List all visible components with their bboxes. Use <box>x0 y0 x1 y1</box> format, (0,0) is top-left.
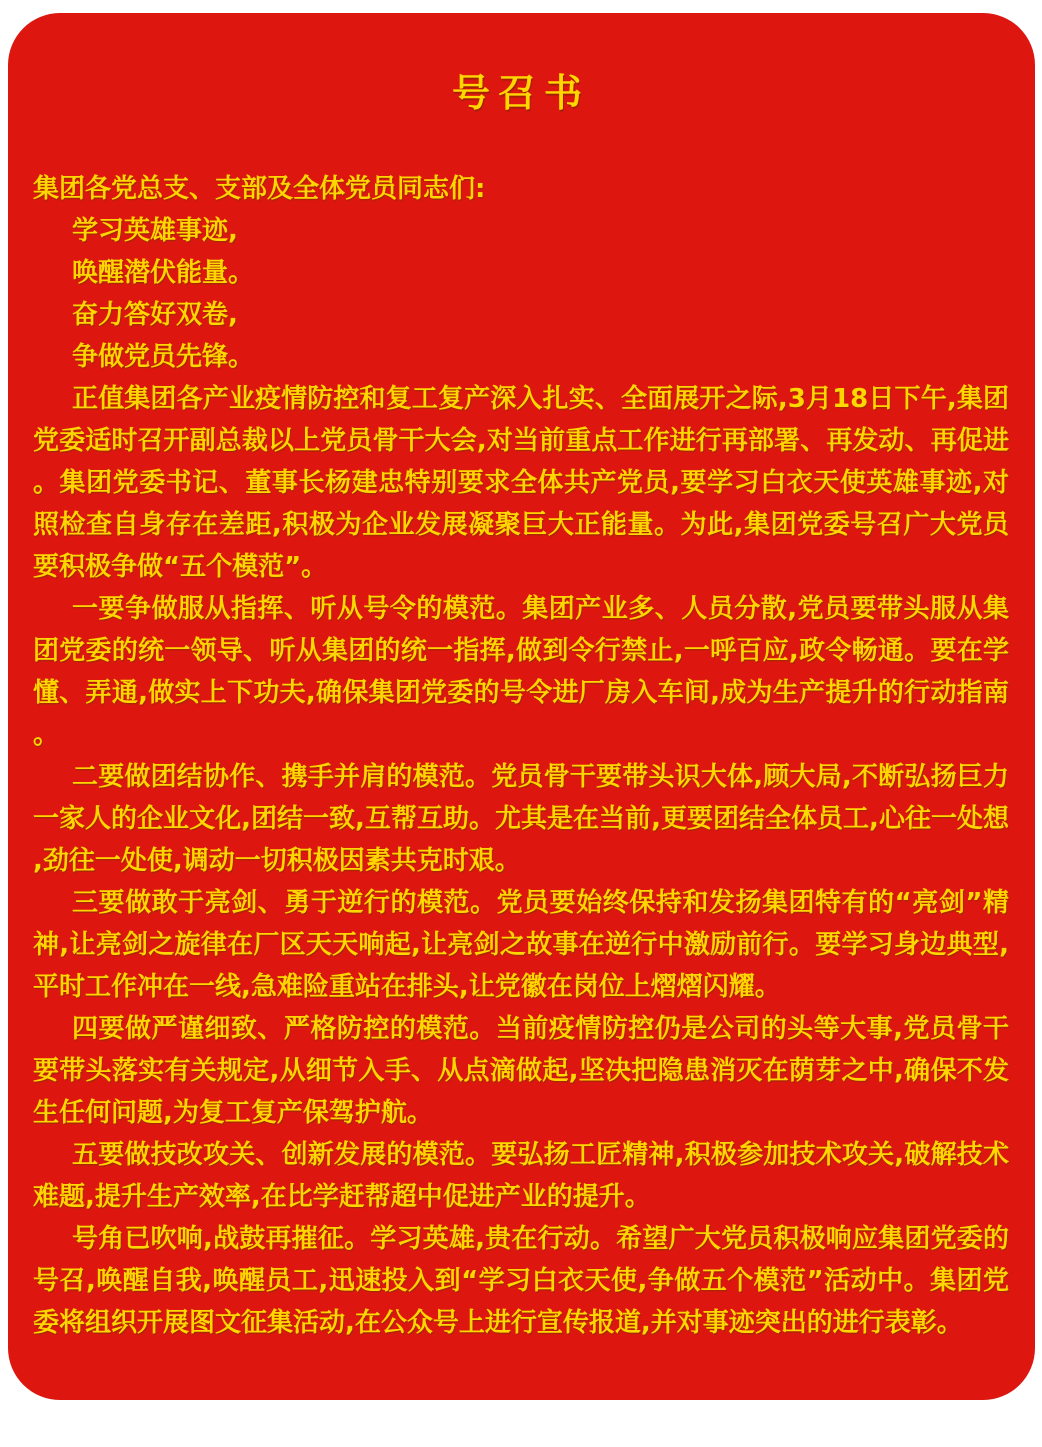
salutation-line: 集团各党总支、支部及全体党员同志们: <box>33 174 486 204</box>
red-notice-panel <box>8 13 1035 1400</box>
paragraph-model-1: 一要争做服从指挥、听从号令的模范。集团产业多、人员分散,党员要带头服从集团党委的统一领导、听从集团的统一指挥,做到令行禁止,一呼百应,政令畅通。要在学懂、弄通,做实上下功夫,确保集团党委的号令进厂房入车间,成为生产提升的行动指南。 <box>33 594 1009 750</box>
paragraph-model-3: 三要做敢于亮剑、勇于逆行的模范。党员要始终保持和发扬集团特有的“亮剑”精神,让亮剑之旋律在厂区天天响起,让亮剑之故事在逆行中激励前行。要学习身边典型,平时工作冲在一线,急难险重站在排头,让党徽在岗位上熠熠闪耀。 <box>33 888 1009 1002</box>
paragraph-intro: 正值集团各产业疫情防控和复工复产深入扎实、全面展开之际,3月18日下午,集团党委适时召开副总裁以上党员骨干大会,对当前重点工作进行再部署、再发动、再促进。集团党委书记、董事长杨建忠特别要求全体共产党员,要学习白衣天使英雄事迹,对照检查自身存在差距,积极为企业发展凝聚巨大正能量。为此,集团党委号召广大党员要积极争做“五个模范”。 <box>33 384 1009 582</box>
paragraph-model-4: 四要做严谨细致、严格防控的模范。当前疫情防控仍是公司的头等大事,党员骨干要带头落实有关规定,从细节入手、从点滴做起,坚决把隐患消灭在荫芽之中,确保不发生任何问题,为复工复产保驾护航。 <box>33 1014 1009 1128</box>
slogan-line-3: 奋力答好双卷, <box>72 300 238 330</box>
slogan-line-2: 唤醒潜伏能量。 <box>72 258 255 288</box>
slogan-line-4: 争做党员先锋。 <box>72 342 255 372</box>
paragraph-model-2: 二要做团结协作、携手并肩的模范。党员骨干要带头识大体,顾大局,不断弘扬巨力一家人的企业文化,团结一致,互帮互助。尤其是在当前,更要团结全体员工,心往一处想,劲往一处使,调动一切积极因素共克时艰。 <box>33 762 1009 876</box>
paragraph-closing: 号角已吹响,战鼓再摧征。学习英雄,贵在行动。希望广大党员积极响应集团党委的号召,唤醒自我,唤醒员工,迅速投入到“学习白衣天使,争做五个模范”活动中。集团党委将组织开展图文征集活动,在公众号上进行宣传报道,并对事迹突出的进行表彰。 <box>33 1224 1009 1338</box>
slogan-line-1: 学习英雄事迹, <box>72 216 238 246</box>
paragraph-model-5: 五要做技改攻关、创新发展的模范。要弘扬工匠精神,积极参加技术攻关,破解技术难题,提升生产效率,在比学赶帮超中促进产业的提升。 <box>33 1140 1009 1212</box>
document-body <box>33 168 1009 1344</box>
document-title: 号召书 <box>451 71 590 115</box>
